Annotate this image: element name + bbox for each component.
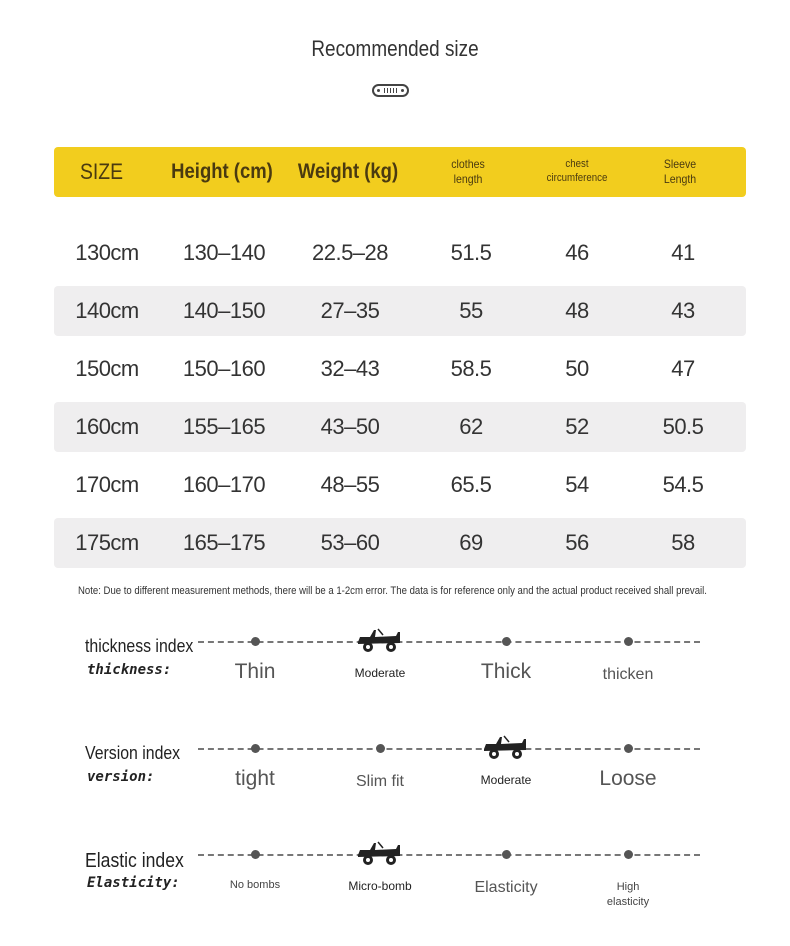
table-cell: 140–150 (182, 298, 266, 323)
scale-dot (251, 744, 260, 753)
jeep-icon (482, 733, 530, 761)
scale-dot (624, 744, 633, 753)
table-cell: 155–165 (182, 414, 266, 439)
index-group (0, 823, 790, 913)
index-subtitle: Elasticity: (87, 875, 180, 891)
table-row (54, 402, 746, 452)
index-option: Loose (599, 767, 657, 790)
table-cell: 43 (671, 298, 695, 323)
table-cell: 52 (565, 414, 589, 439)
table-cell: 130–140 (182, 240, 266, 265)
table-cell: 69 (459, 530, 483, 555)
table-cell: 43–50 (320, 414, 380, 439)
table-cell: 50 (565, 356, 589, 381)
table-cell: 130cm (75, 240, 139, 265)
table-cell: 48 (565, 298, 589, 323)
index-option: Moderate (354, 666, 406, 680)
table-cell: 47 (671, 356, 695, 381)
index-option: High elasticity (606, 881, 650, 909)
scale-dot (502, 637, 511, 646)
table-cell: 22.5–28 (311, 240, 389, 265)
index-subtitle: thickness: (87, 662, 172, 678)
table-row (54, 228, 746, 278)
grille-badge-icon (372, 84, 409, 97)
table-cell: 54.5 (662, 472, 704, 497)
measurement-note: Note: Due to different measurement methods, there will be a 1-2cm error. The data is for reference only and the actual product received shall prevail. (78, 585, 707, 597)
index-title: thickness index (85, 636, 194, 656)
header-height: Height (cm) (171, 159, 273, 183)
table-cell: 46 (565, 240, 589, 265)
header-size: SIZE (79, 159, 124, 185)
table-cell: 150–160 (182, 356, 266, 381)
header-clothes-length: clothes length (451, 157, 485, 186)
table-cell: 48–55 (320, 472, 380, 497)
index-group (0, 610, 790, 700)
table-cell: 41 (671, 240, 695, 265)
size-table (54, 147, 746, 555)
table-cell: 51.5 (450, 240, 492, 265)
table-cell: 32–43 (320, 356, 380, 381)
table-cell: 27–35 (320, 298, 380, 323)
table-cell: 160cm (75, 414, 139, 439)
scale-dot (502, 850, 511, 859)
scale-dot (624, 637, 633, 646)
table-row (54, 460, 746, 510)
table-cell: 55 (459, 298, 483, 323)
table-cell: 50.5 (662, 414, 704, 439)
scale-dot (251, 850, 260, 859)
index-option: No bombs (229, 879, 281, 891)
header-sleeve-length: Sleeve Length (663, 157, 697, 186)
table-header-row (54, 147, 746, 197)
table-cell: 170cm (75, 472, 139, 497)
page-title: Recommended size (311, 36, 479, 61)
jeep-icon (356, 839, 404, 867)
index-title: Elastic index (85, 850, 184, 872)
table-cell: 160–170 (182, 472, 266, 497)
table-cell: 56 (565, 530, 589, 555)
index-option: Elasticity (474, 879, 538, 896)
header-weight: Weight (kg) (297, 159, 399, 183)
index-group (0, 717, 790, 807)
table-cell: 175cm (75, 530, 139, 555)
table-cell: 65.5 (450, 472, 492, 497)
table-cell: 140cm (75, 298, 139, 323)
index-title: Version index (85, 743, 181, 763)
table-row (54, 518, 746, 568)
index-option: Slim fit (356, 773, 404, 790)
index-option: Thick (480, 660, 532, 683)
index-option: tight (235, 767, 275, 790)
table-cell: 53–60 (320, 530, 380, 555)
index-option: Moderate (480, 773, 532, 787)
scale-dot (251, 637, 260, 646)
table-cell: 150cm (75, 356, 139, 381)
table-row (54, 344, 746, 394)
index-option: thicken (602, 666, 654, 683)
index-subtitle: version: (87, 769, 155, 785)
scale-dot (624, 850, 633, 859)
table-cell: 62 (459, 414, 483, 439)
index-option: Thin (234, 660, 276, 683)
scale-dot (376, 744, 385, 753)
table-cell: 58 (671, 530, 695, 555)
table-cell: 54 (565, 472, 589, 497)
table-row (54, 286, 746, 336)
jeep-icon (356, 626, 404, 654)
index-option: Micro-bomb (348, 879, 412, 893)
header-chest-circumference: chest circumference (546, 158, 608, 184)
table-cell: 165–175 (182, 530, 266, 555)
table-cell: 58.5 (450, 356, 492, 381)
